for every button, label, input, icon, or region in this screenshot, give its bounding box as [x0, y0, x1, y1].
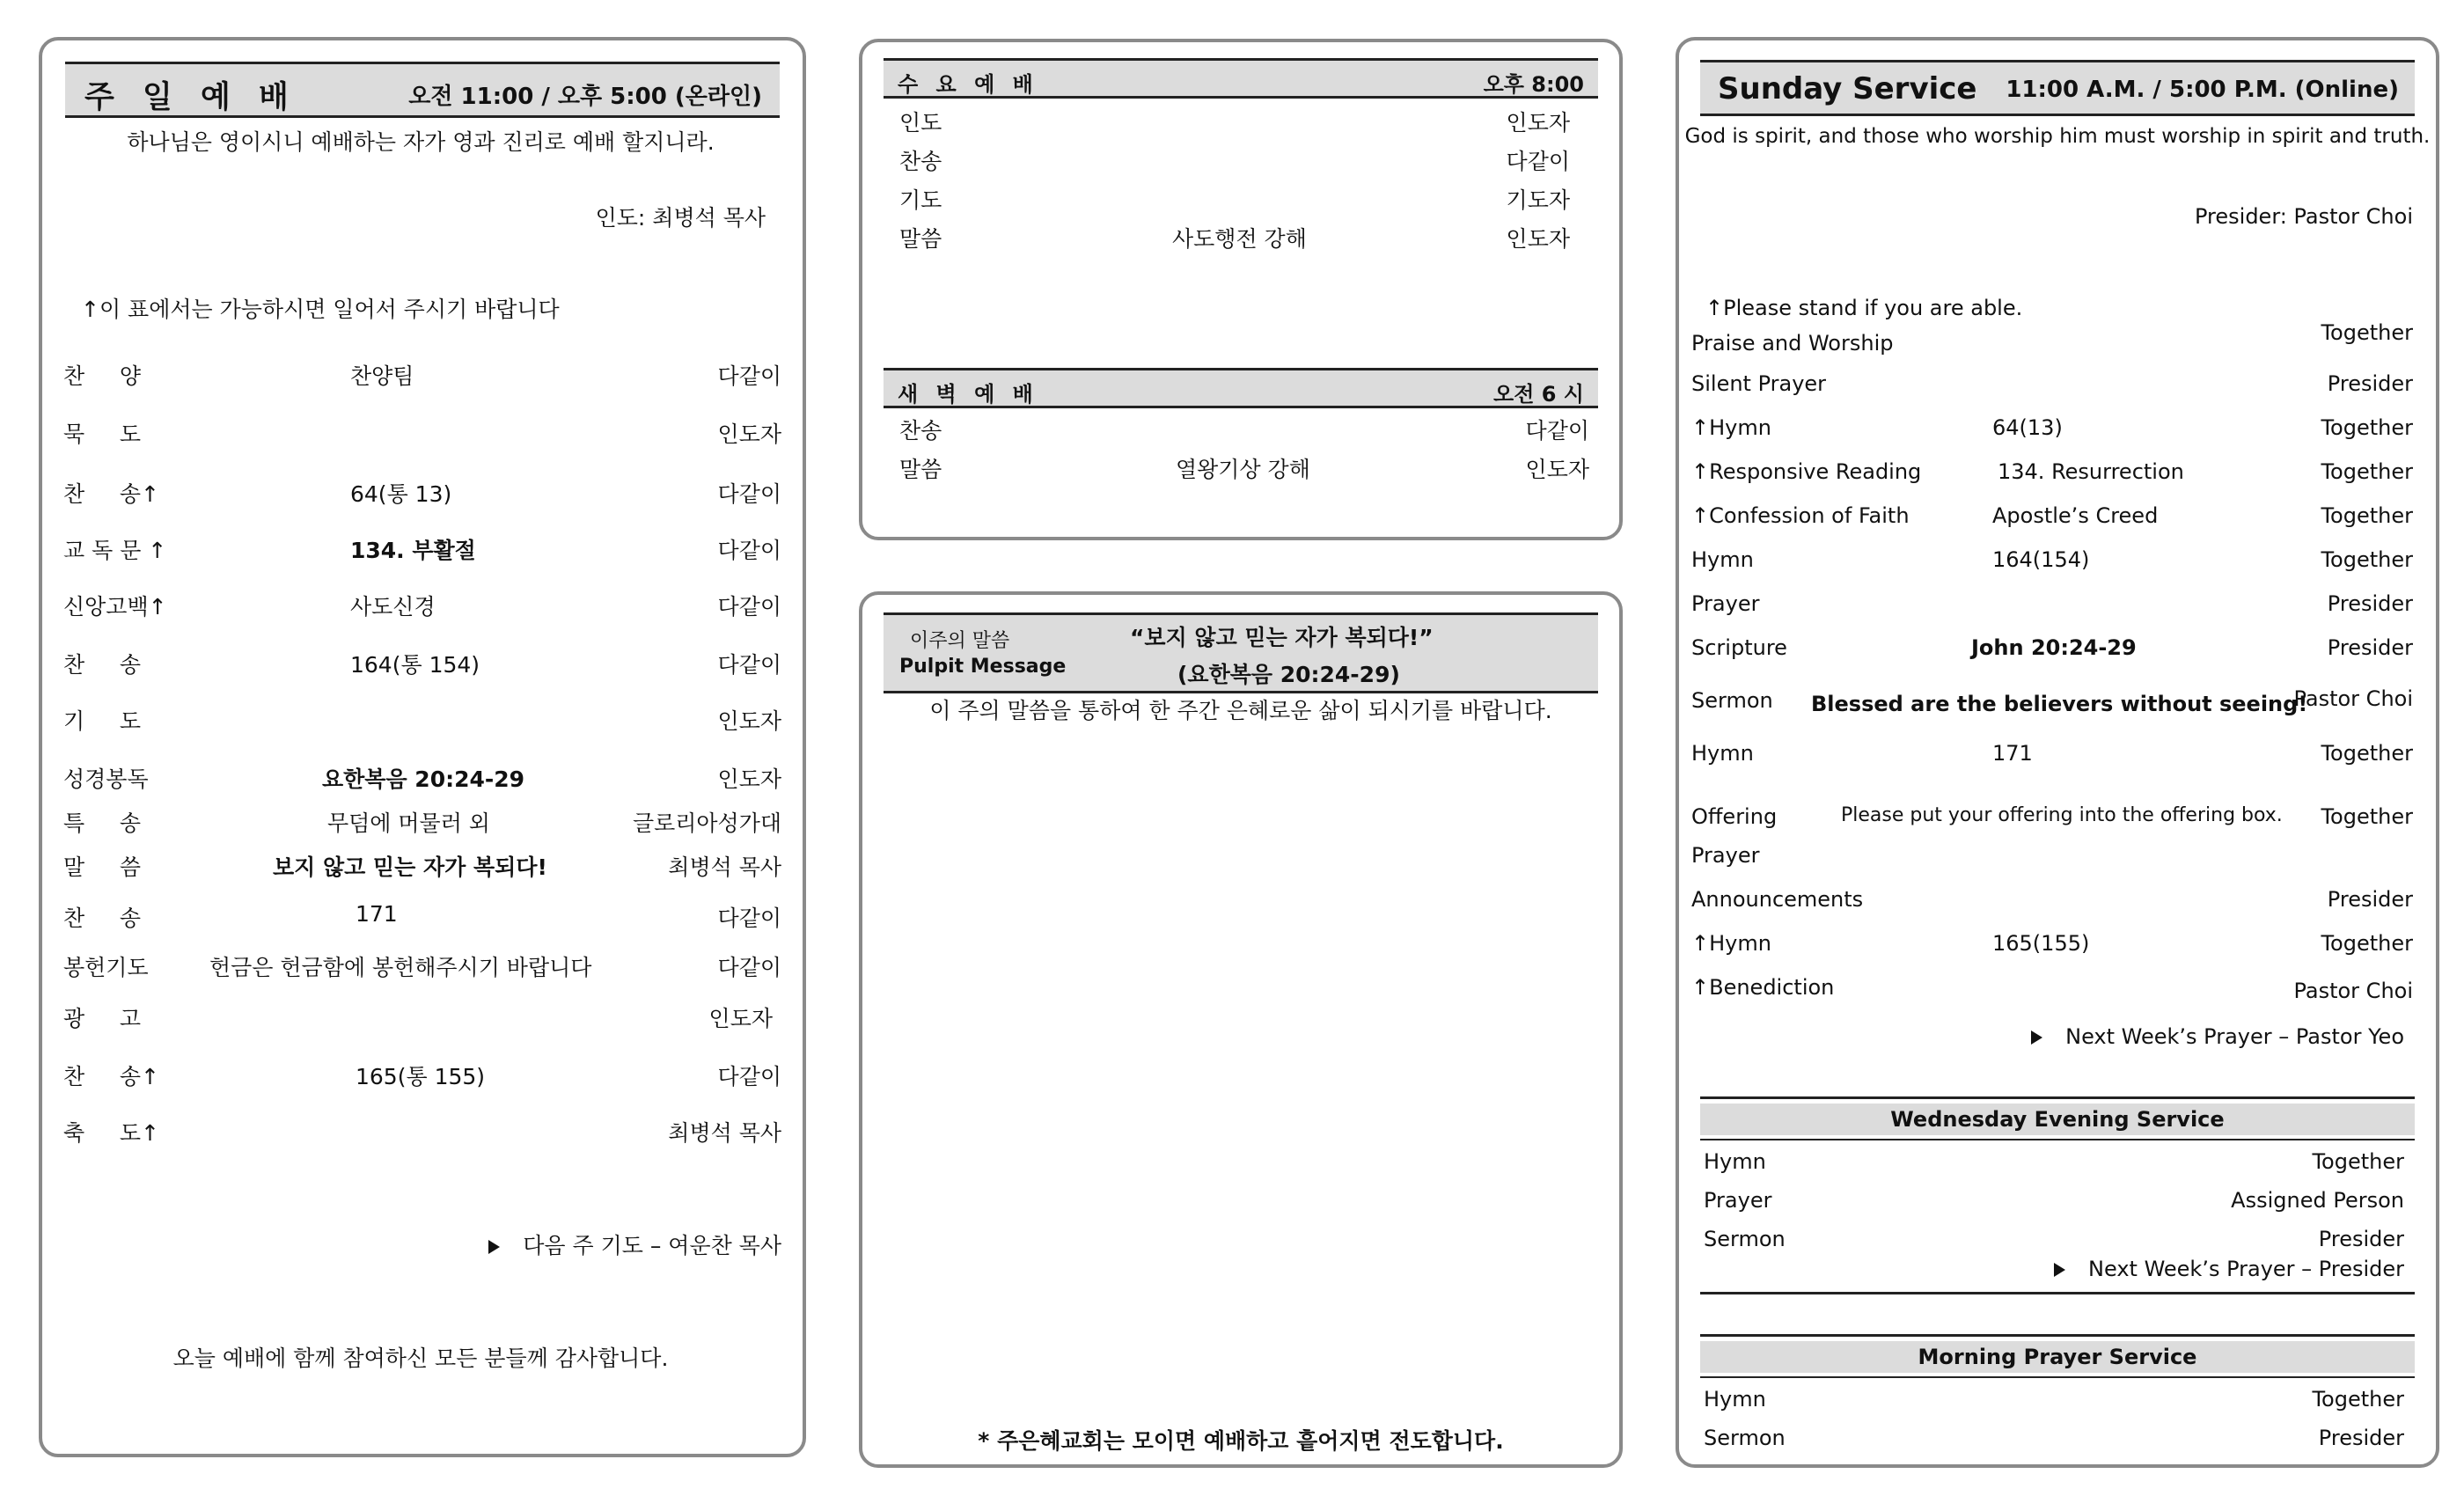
en-order-item-leader: Presider	[2327, 591, 2413, 616]
sunday-time: 오전 11:00 / 오후 5:00 (온라인)	[408, 84, 762, 110]
sunday-en-title: Sunday Service	[1718, 71, 1977, 106]
morning-en-item-leader: Presider	[2318, 1426, 2404, 1450]
sunday-presider: 인도: 최병석 목사	[595, 205, 766, 231]
order-item-detail: 134. 부활절	[350, 538, 476, 563]
pulpit-message-panel	[859, 591, 1623, 1468]
en-order-item-leader: Pastor Choi	[2293, 979, 2413, 1003]
sunday-service-korean-panel	[39, 37, 806, 1457]
next-week-prayer-label: 다음 주 기도 – 여운찬 목사	[523, 1233, 781, 1258]
wednesday-item-leader: 인도자	[1506, 110, 1570, 136]
order-item-detail: 164(통 154)	[350, 652, 480, 678]
dawn-header-bar	[884, 368, 1598, 408]
sunday-en-time: 11:00 A.M. / 5:00 P.M. (Online)	[2006, 77, 2399, 103]
morning-en-title: Morning Prayer Service	[1700, 1341, 2415, 1373]
wednesday-en-item-leader: Presider	[2318, 1227, 2404, 1251]
sunday-title: 주 일 예 배	[84, 80, 297, 115]
order-item-leader: 다같이	[717, 1064, 781, 1089]
en-next-week-prayer	[2031, 1024, 2404, 1049]
morning-en-item-label: Hymn	[1704, 1387, 1766, 1412]
en-order-item-label: ↑Hymn	[1691, 415, 1771, 440]
en-order-item-detail: 165(155)	[1992, 931, 2090, 956]
order-item-leader: 다같이	[717, 906, 781, 931]
wednesday-time: 오후 8:00	[1483, 72, 1584, 97]
wednesday-en-title: Wednesday Evening Service	[1700, 1104, 2415, 1135]
en-order-item-detail: Apostle’s Creed	[1992, 503, 2159, 528]
order-item-detail: 사도신경	[350, 594, 436, 620]
morning-en-mid-rule	[1700, 1376, 2415, 1378]
en-order-item-leader: Together	[2321, 547, 2413, 572]
wednesday-item-label: 말씀	[899, 226, 942, 252]
en-order-item-label: ↑Benediction	[1691, 975, 1835, 1000]
en-order-item-leader: Together	[2321, 320, 2413, 345]
wednesday-en-item-label: Sermon	[1704, 1227, 1786, 1251]
pulpit-label-en: Pulpit Message	[899, 656, 1067, 678]
wednesday-header-bar	[884, 58, 1598, 99]
en-order-item-leader: Together	[2321, 931, 2413, 956]
thanks-message: 오늘 예배에 함께 참여하신 모든 분들께 감사합니다.	[172, 1346, 669, 1371]
order-item-leader: 인도자	[717, 422, 781, 447]
dawn-time: 오전 6 시	[1493, 382, 1584, 407]
order-item-leader: 글로리아성가대	[632, 810, 781, 836]
play-triangle-icon	[2054, 1263, 2065, 1277]
order-item-detail: 헌금은 헌금함에 봉헌해주시기 바랍니다	[209, 955, 592, 980]
order-item-leader: 인도자	[717, 766, 781, 792]
dawn-item-label: 찬송	[899, 418, 942, 444]
wednesday-en-next-prayer	[2054, 1257, 2404, 1281]
en-order-item-leader: Together	[2321, 741, 2413, 766]
en-order-item-label: Silent Prayer	[1691, 371, 1827, 396]
en-order-item-detail: Please put your offering into the offering box.	[1841, 804, 2283, 826]
order-item-label: 찬 송↑	[63, 1064, 159, 1089]
next-week-prayer	[488, 1228, 781, 1260]
pulpit-blessing: 이 주의 말씀을 통하여 한 주간 은혜로운 삶이 되시기를 바랍니다.	[929, 698, 1552, 723]
wednesday-item-label: 인도	[899, 110, 942, 136]
dawn-title: 새 벽 예 배	[898, 382, 1038, 407]
pulpit-title: “보지 않고 믿는 자가 복되다!”	[1130, 625, 1434, 650]
order-item-label: 봉헌기도	[63, 955, 149, 980]
sunday-header-bar	[65, 62, 780, 118]
wednesday-item-detail: 사도행전 강해	[1172, 226, 1307, 252]
en-order-item-label: Hymn	[1691, 741, 1754, 766]
en-order-item-label: ↑Responsive Reading	[1691, 459, 1922, 484]
order-item-leader: 다같이	[717, 481, 781, 507]
order-item-label: 축 도↑	[63, 1120, 159, 1146]
order-item-label: 교 독 문 ↑	[63, 538, 167, 563]
order-item-leader: 최병석 목사	[668, 1120, 781, 1146]
order-item-leader: 다같이	[717, 652, 781, 678]
order-item-label: 특 송	[63, 810, 142, 836]
en-order-item-leader: Pastor Choi	[2293, 686, 2413, 711]
dawn-item-label: 말씀	[899, 457, 942, 482]
en-order-item-detail: 134. Resurrection	[1998, 459, 2184, 484]
wednesday-item-leader: 다같이	[1506, 149, 1570, 174]
order-item-label: 찬 송	[63, 906, 142, 931]
stand-note: ↑이 표에서는 가능하시면 일어서 주시기 바랍니다	[81, 297, 560, 322]
wednesday-item-leader: 인도자	[1506, 226, 1570, 252]
order-item-label: 신앙고백↑	[63, 594, 167, 620]
play-triangle-icon	[488, 1240, 500, 1254]
order-item-leader: 다같이	[717, 363, 781, 389]
order-item-detail: 요한복음 20:24-29	[322, 766, 525, 792]
order-item-label: 말 씀	[63, 854, 142, 880]
en-order-item-label: Sermon	[1691, 688, 1773, 713]
wednesday-en-next-prayer-label: Next Week’s Prayer – Presider	[2088, 1257, 2404, 1281]
en-order-item-detail: 171	[1992, 741, 2033, 766]
wednesday-en-item-label: Hymn	[1704, 1149, 1766, 1174]
pulpit-label-ko: 이주의 말씀	[910, 630, 1010, 652]
sunday-en-stand-note: ↑Please stand if you are able.	[1705, 296, 2023, 320]
en-order-item-leader: Together	[2321, 503, 2413, 528]
en-order-item-label: Praise and Worship	[1691, 331, 1894, 356]
order-item-label: 찬 송	[63, 652, 142, 678]
church-motto: * 주은혜교회는 모이면 예배하고 흩어지면 전도합니다.	[978, 1428, 1504, 1454]
play-triangle-icon	[2031, 1030, 2042, 1045]
morning-en-top-rule	[1700, 1334, 2415, 1337]
dawn-item-leader: 다같이	[1525, 418, 1589, 444]
sunday-verse: 하나님은 영이시니 예배하는 자가 영과 진리로 예배 할지니라.	[127, 129, 715, 155]
order-item-label: 광 고	[63, 1006, 142, 1031]
order-item-leader: 인도자	[717, 708, 781, 734]
en-order-item-leader: Together	[2321, 415, 2413, 440]
morning-en-item-leader: Together	[2312, 1387, 2404, 1412]
wednesday-item-label: 찬송	[899, 149, 942, 174]
sunday-en-presider: Presider: Pastor Choi	[2194, 204, 2413, 229]
wednesday-en-item-label: Prayer	[1704, 1188, 1772, 1213]
en-order-item-label: ↑Hymn	[1691, 931, 1771, 956]
en-order-item-label: Prayer	[1691, 843, 1760, 868]
wednesday-item-leader: 기도자	[1506, 187, 1570, 213]
en-order-item-detail: 64(13)	[1992, 415, 2063, 440]
en-order-item-detail: 164(154)	[1992, 547, 2090, 572]
order-item-label: 성경봉독	[63, 766, 149, 792]
order-item-label: 묵 도	[63, 422, 142, 447]
en-order-item-detail: John 20:24-29	[1971, 635, 2137, 660]
en-order-item-label: Offering	[1691, 804, 1778, 829]
sunday-en-verse: God is spirit, and those who worship him must worship in spirit and truth.	[1684, 125, 2431, 148]
wednesday-en-top-rule	[1700, 1096, 2415, 1099]
en-order-item-detail: Blessed are the believers without seeing!	[1811, 692, 2308, 716]
order-item-detail: 171	[356, 901, 398, 927]
en-order-item-label: Announcements	[1691, 887, 1864, 912]
en-order-item-label: Prayer	[1691, 591, 1760, 616]
morning-en-item-label: Sermon	[1704, 1426, 1786, 1450]
wednesday-en-item-leader: Assigned Person	[2231, 1188, 2404, 1213]
weekday-services-korean-panel	[859, 39, 1623, 540]
order-item-leader: 다같이	[717, 955, 781, 980]
order-item-leader: 다같이	[717, 594, 781, 620]
en-order-item-leader: Together	[2321, 804, 2413, 829]
pulpit-header-bar	[884, 612, 1598, 693]
en-order-item-leader: Together	[2321, 459, 2413, 484]
order-item-detail: 찬양팀	[350, 363, 414, 389]
en-order-item-label: Scripture	[1691, 635, 1787, 660]
pulpit-reference: (요한복음 20:24-29)	[1177, 662, 1400, 687]
wednesday-title: 수 요 예 배	[898, 72, 1038, 97]
wednesday-en-bottom-rule	[1700, 1292, 2415, 1294]
order-item-label: 찬 양	[63, 363, 142, 389]
order-item-leader: 인도자	[708, 1006, 773, 1031]
en-order-item-label: Hymn	[1691, 547, 1754, 572]
order-item-detail: 무덤에 머물러 외	[327, 810, 490, 836]
en-next-week-prayer-label: Next Week’s Prayer – Pastor Yeo	[2065, 1024, 2404, 1049]
sunday-en-header-bar	[1700, 60, 2415, 116]
order-item-detail: 165(통 155)	[356, 1064, 486, 1089]
order-item-label: 찬 송↑	[63, 481, 159, 507]
dawn-item-detail: 열왕기상 강해	[1176, 457, 1310, 482]
order-item-leader: 다같이	[717, 538, 781, 563]
wednesday-en-mid-rule	[1700, 1139, 2415, 1140]
order-item-label: 기 도	[63, 708, 142, 734]
order-item-detail: 64(통 13)	[350, 481, 452, 507]
order-item-detail: 보지 않고 믿는 자가 복되다!	[273, 854, 547, 880]
order-item-leader: 최병석 목사	[668, 854, 781, 880]
en-order-item-leader: Presider	[2327, 887, 2413, 912]
wednesday-item-label: 기도	[899, 187, 942, 213]
wednesday-en-item-leader: Together	[2312, 1149, 2404, 1174]
en-order-item-leader: Presider	[2327, 371, 2413, 396]
sunday-service-english-panel	[1676, 37, 2439, 1468]
en-order-item-label: ↑Confession of Faith	[1691, 503, 1910, 528]
dawn-item-leader: 인도자	[1525, 457, 1589, 482]
en-order-item-leader: Presider	[2327, 635, 2413, 660]
